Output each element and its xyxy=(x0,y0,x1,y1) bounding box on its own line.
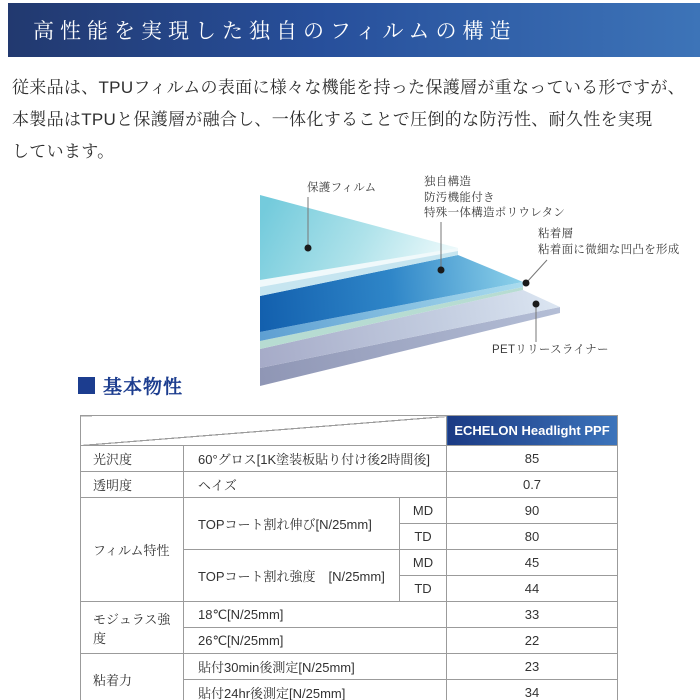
product-column-header: ECHELON Headlight PPF xyxy=(447,416,618,446)
film-structure-illustration xyxy=(0,170,700,402)
strength-md-value: 45 xyxy=(447,550,618,576)
adhesion-24hr-value: 34 xyxy=(447,680,618,700)
properties-table xyxy=(80,415,618,700)
table-header-row xyxy=(81,416,618,446)
film-category: フィルム特性 xyxy=(81,498,184,602)
adhesion-24hr-item: 貼付24hr後測定[N/25mm] xyxy=(184,680,447,700)
label-unique-structure xyxy=(424,175,565,222)
modulus-18-item: 18℃[N/25mm] xyxy=(184,602,447,628)
elongation-md-value: 90 xyxy=(447,498,618,524)
elongation-md-label: MD xyxy=(400,498,447,524)
label-adhesive-line1: 粘着層 xyxy=(538,228,574,240)
label-pet-liner: PETリリースライナー xyxy=(492,344,609,356)
table-row-elongation-md xyxy=(81,498,618,524)
section-title-text: 基本物性 xyxy=(103,377,184,398)
label-adhesive-layer xyxy=(538,227,680,258)
label-adhesive-line2: 粘着面に微細な凹凸を形成 xyxy=(538,243,680,256)
adhesion-30min-value: 23 xyxy=(447,654,618,680)
table-corner-cell xyxy=(81,416,447,446)
table-row-haze xyxy=(81,472,618,498)
modulus-18-value: 33 xyxy=(447,602,618,628)
strength-td-label: TD xyxy=(400,576,447,602)
film-structure-diagram xyxy=(0,170,700,402)
intro-line: 本製品はTPUと保護層が融合し、一体化することで圧倒的な防汚性、耐久性を実現 xyxy=(12,110,653,129)
callout-line-adhesive xyxy=(527,260,547,282)
modulus-26-item: 26℃[N/25mm] xyxy=(184,628,447,654)
square-bullet-icon xyxy=(78,377,95,394)
strength-td-value: 44 xyxy=(447,576,618,602)
table-row-gloss xyxy=(81,446,618,472)
label-protective-film: 保護フィルム xyxy=(307,182,377,194)
header-banner xyxy=(8,3,700,57)
callout-dot-unique-structure xyxy=(438,267,445,274)
intro-line: 従来品は、TPUフィルムの表面に様々な機能を持った保護層が重なっている形ですが、 xyxy=(12,78,685,97)
table-row-modulus-18 xyxy=(81,602,618,628)
strength-item: TOPコート割れ強度 [N/25mm] xyxy=(184,550,400,602)
haze-value: 0.7 xyxy=(447,472,618,498)
callout-dot-pet-liner xyxy=(533,301,540,308)
gloss-item: 60°グロス[1K塗装板貼り付け後2時間後] xyxy=(184,446,447,472)
modulus-26-value: 22 xyxy=(447,628,618,654)
adhesion-category: 粘着力 xyxy=(81,654,184,700)
gloss-category: 光沢度 xyxy=(81,446,184,472)
callout-dot-protective-film xyxy=(305,245,312,252)
haze-category: 透明度 xyxy=(81,472,184,498)
label-unique-structure-line3: 特殊一体構造ポリウレタン xyxy=(424,207,566,219)
elongation-td-label: TD xyxy=(400,524,447,550)
intro-line: しています。 xyxy=(12,142,115,161)
table-row-adhesion-30min xyxy=(81,654,618,680)
haze-item: ヘイズ xyxy=(184,472,447,498)
label-unique-structure-line1: 独自構造 xyxy=(424,176,472,188)
callout-dot-adhesive xyxy=(523,280,530,287)
adhesion-30min-item: 貼付30min後測定[N/25mm] xyxy=(184,654,447,680)
modulus-category: モジュラス強度 xyxy=(81,602,184,654)
section-title-basic-properties xyxy=(78,372,183,399)
elongation-item: TOPコート割れ伸び[N/25mm] xyxy=(184,498,400,550)
gloss-value: 85 xyxy=(447,446,618,472)
label-unique-structure-line2: 防汚機能付き xyxy=(424,191,495,204)
strength-md-label: MD xyxy=(400,550,447,576)
elongation-td-value: 80 xyxy=(447,524,618,550)
page-title: 高性能を実現した独自のフィルムの構造 xyxy=(33,19,517,43)
intro-paragraph xyxy=(12,72,696,168)
